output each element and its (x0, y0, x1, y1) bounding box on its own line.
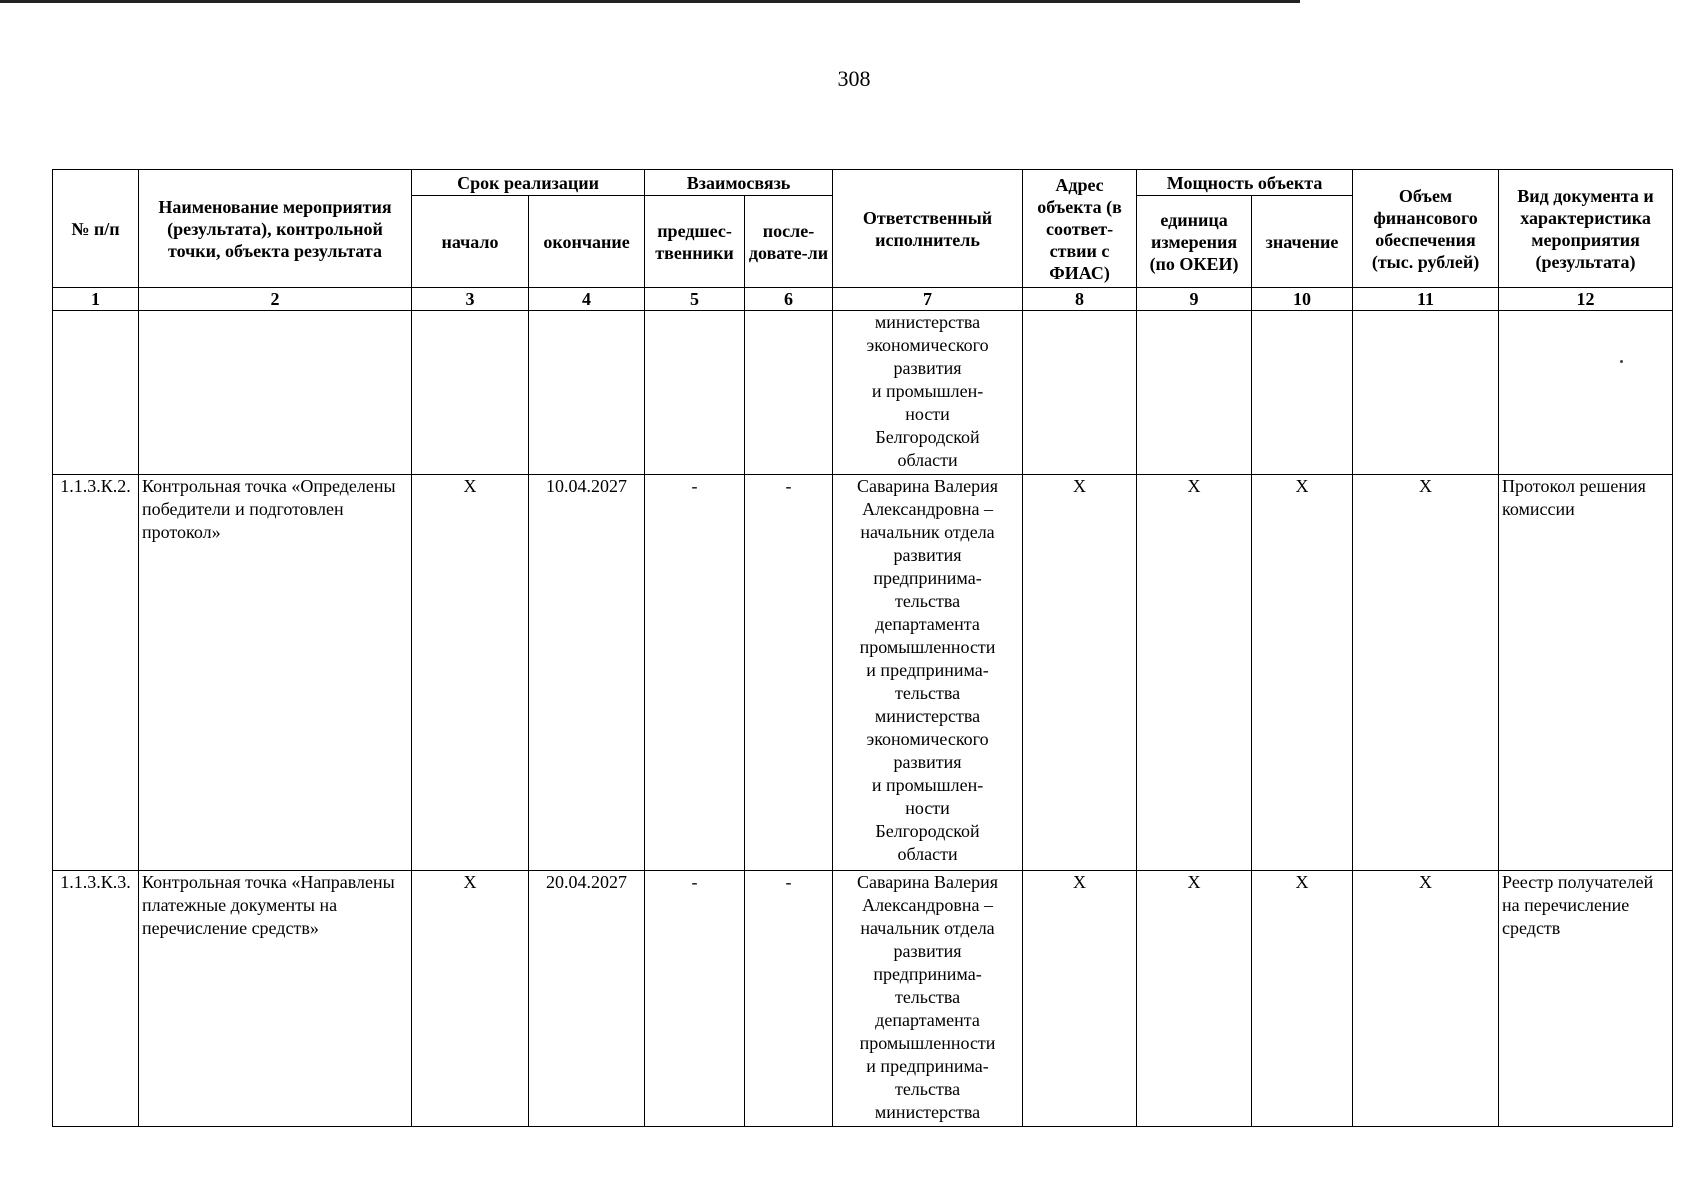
col-number: 1 (53, 288, 139, 311)
col-number: 8 (1023, 288, 1137, 311)
cell-unit: X (1137, 475, 1252, 871)
cell-value: X (1252, 475, 1353, 871)
header-unit: единица измерения (по ОКЕИ) (1137, 196, 1252, 288)
scan-speck (1620, 360, 1623, 363)
col-number: 4 (529, 288, 645, 311)
cell-value (1252, 311, 1353, 475)
col-number: 11 (1353, 288, 1499, 311)
header-start: начало (412, 196, 529, 288)
table-row (53, 475, 1673, 871)
cell-name (139, 311, 412, 475)
cell-successors: - (745, 871, 833, 1127)
cell-document: Реестр получателей на перечисление средств (1499, 871, 1673, 1127)
cell-no: 1.1.3.К.2. (53, 475, 139, 871)
cell-end: 20.04.2027 (529, 871, 645, 1127)
col-number: 7 (833, 288, 1023, 311)
table-row-continuation (53, 311, 1673, 475)
header-group-power: Мощность объекта (1137, 170, 1353, 196)
cell-start: X (412, 871, 529, 1127)
table-row (53, 871, 1673, 1127)
cell-predecessors (645, 311, 745, 475)
header-document: Вид документа и характеристика мероприятия (результата) (1499, 170, 1673, 288)
col-number: 12 (1499, 288, 1673, 311)
cell-document: Протокол решения комиссии (1499, 475, 1673, 871)
scan-top-rule (0, 0, 1300, 3)
header-predecessors: предшес-твенники (645, 196, 745, 288)
cell-responsible: министерства экономического развития и промышлен- ности Белгородской области (833, 311, 1023, 475)
col-number: 3 (412, 288, 529, 311)
page-number: 308 (837, 66, 871, 91)
header-address: Адрес объекта (в соответ-ствии с ФИАС) (1023, 170, 1137, 288)
header-financing: Объем финансового обеспечения (тыс. рублей) (1353, 170, 1499, 288)
cell-no: 1.1.3.К.3. (53, 871, 139, 1127)
cell-start (412, 311, 529, 475)
header-value: значение (1252, 196, 1353, 288)
cell-start: X (412, 475, 529, 871)
column-number-row (53, 288, 1673, 311)
cell-end (529, 311, 645, 475)
header-name: Наименование мероприятия (результата), контрольной точки, объекта результата (139, 170, 412, 288)
cell-financing (1353, 311, 1499, 475)
col-number: 5 (645, 288, 745, 311)
cell-unit: X (1137, 871, 1252, 1127)
col-number: 10 (1252, 288, 1353, 311)
cell-address: X (1023, 475, 1137, 871)
cell-financing: X (1353, 871, 1499, 1127)
cell-responsible: Саварина Валерия Александровна – начальник отдела развития предпринима- тельства департамента промышленности и предпринима- тельства министерства экономического развития и промышлен- ности Белгородской области (833, 475, 1023, 871)
cell-successors: - (745, 475, 833, 871)
col-number: 6 (745, 288, 833, 311)
cell-no (53, 311, 139, 475)
cell-name: Контрольная точка «Направлены платежные документы на перечисление средств» (139, 871, 412, 1127)
cell-end: 10.04.2027 (529, 475, 645, 871)
header-group-link: Взаимосвязь (645, 170, 833, 196)
cell-document (1499, 311, 1673, 475)
header-successors: после-довате-ли (745, 196, 833, 288)
cell-value: X (1252, 871, 1353, 1127)
col-number: 9 (1137, 288, 1252, 311)
cell-predecessors: - (645, 871, 745, 1127)
col-number: 2 (139, 288, 412, 311)
header-no: № п/п (53, 170, 139, 288)
cell-unit (1137, 311, 1252, 475)
header-group-term: Срок реализации (412, 170, 645, 196)
cell-predecessors: - (645, 475, 745, 871)
activity-table (52, 169, 1673, 1127)
cell-address (1023, 311, 1137, 475)
header-responsible: Ответственный исполнитель (833, 170, 1023, 288)
cell-successors (745, 311, 833, 475)
cell-address: X (1023, 871, 1137, 1127)
cell-financing: X (1353, 475, 1499, 871)
cell-name: Контрольная точка «Определены победители и подготовлен протокол» (139, 475, 412, 871)
header-end: окончание (529, 196, 645, 288)
header-row-top (53, 170, 1673, 196)
cell-responsible: Саварина Валерия Александровна – начальник отдела развития предпринима- тельства департамента промышленности и предпринима- тельства министерства (833, 871, 1023, 1127)
